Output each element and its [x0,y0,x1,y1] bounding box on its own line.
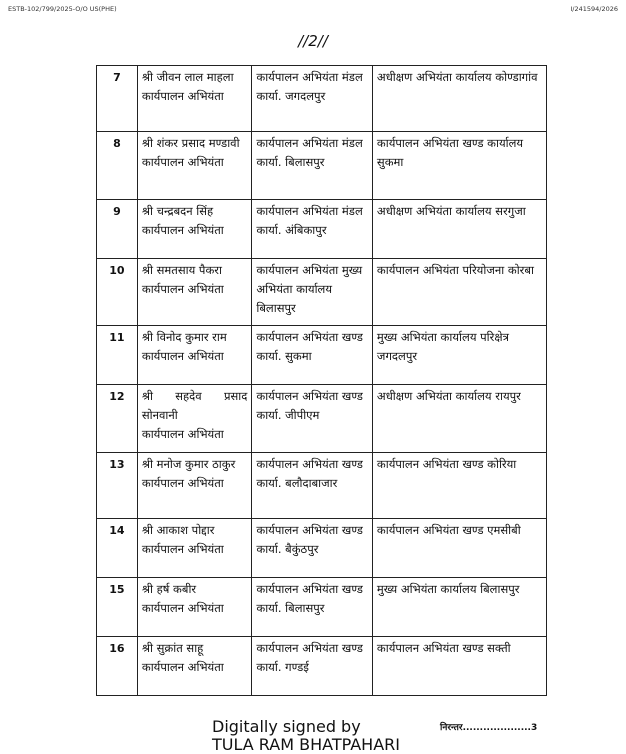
officer-designation: कार्यपालन अभियंता [141,660,224,674]
table-row [97,200,547,259]
officer-cell [137,259,252,326]
officer-designation: कार्यपालन अभियंता [141,349,224,363]
officer-designation: कार्यपालन अभियंता [141,282,224,296]
new-posting: अधीक्षण अभियंता कार्यालय कोण्डागांव [372,66,546,132]
new-posting: कार्यपालन अभियंता परियोजना कोरबा [372,259,546,326]
serial-number: 11 [97,326,138,385]
new-posting: अधीक्षण अभियंता कार्यालय सरगुजा [372,200,546,259]
officer-name: श्री विनोद कुमार राम [141,330,227,344]
table-row [97,385,547,453]
officer-cell [137,326,252,385]
officer-designation: कार्यपालन अभियंता [141,542,224,556]
officer-designation: कार्यपालन अभियंता [141,155,224,169]
serial-number: 9 [97,200,138,259]
table-row [97,637,547,696]
current-posting: कार्यपालन अभियंता मंडल कार्या. बिलासपुर [252,132,373,200]
officer-cell [137,200,252,259]
current-posting: कार्यपालन अभियंता मंडल कार्या. जगदलपुर [252,66,373,132]
officer-cell [137,637,252,696]
serial-number: 10 [97,259,138,326]
new-posting: कार्यपालन अभियंता खण्ड एमसीबी [372,519,546,578]
officer-cell [137,132,252,200]
serial-number: 15 [97,578,138,637]
table-row [97,326,547,385]
continued-note: निरन्तर....................3 [440,723,538,733]
new-posting: कार्यपालन अभियंता खण्ड कोरिया [372,453,546,519]
table-row [97,66,547,132]
new-posting: मुख्य अभियंता कार्यालय बिलासपुर [372,578,546,637]
officer-name: श्री चन्द्रबदन सिंह [141,204,214,218]
officer-name: श्री सुक्रांत साहू [141,641,204,655]
officer-cell [137,66,252,132]
table-row [97,519,547,578]
officer-name: श्री आकाश पोद्दार [141,523,215,537]
digital-signature [212,718,400,754]
letter-number: I/241594/2026 [570,5,618,13]
current-posting: कार्यपालन अभियंता मंडल कार्या. अंबिकापुर [252,200,373,259]
officer-name: श्री समतसाय पैकरा [141,263,222,277]
new-posting: मुख्य अभियंता कार्यालय परिक्षेत्र जगदलपुर [372,326,546,385]
officer-designation: कार्यपालन अभियंता [141,601,224,615]
serial-number: 16 [97,637,138,696]
signer-name: TULA RAM BHATPAHARI [212,735,400,754]
current-posting: कार्यपालन अभियंता खण्ड कार्या. जीपीएम [252,385,373,453]
officer-designation: कार्यपालन अभियंता [141,223,224,237]
officer-designation: कार्यपालन अभियंता [141,89,224,103]
transfer-table [96,65,547,696]
officer-cell [137,385,252,453]
officer-designation: कार्यपालन अभियंता [141,476,224,490]
current-posting: कार्यपालन अभियंता मुख्य अभियंता कार्यालय बिलासपुर [252,259,373,326]
serial-number: 8 [97,132,138,200]
current-posting: कार्यपालन अभियंता खण्ड कार्या. बिलासपुर [252,578,373,637]
new-posting: अधीक्षण अभियंता कार्यालय रायपुर [372,385,546,453]
serial-number: 7 [97,66,138,132]
new-posting: कार्यपालन अभियंता खण्ड कार्यालय सुकमा [372,132,546,200]
officer-cell [137,453,252,519]
table-row [97,132,547,200]
current-posting: कार्यपालन अभियंता खण्ड कार्या. गण्डई [252,637,373,696]
serial-number: 14 [97,519,138,578]
officer-name: श्री सहदेव प्रसाद सोनवानी [141,389,248,422]
table-row [97,578,547,637]
officer-designation: कार्यपालन अभियंता [141,427,224,441]
officer-name: श्री मनोज कुमार ठाकुर [141,457,236,471]
officer-cell [137,578,252,637]
new-posting: कार्यपालन अभियंता खण्ड सक्ती [372,637,546,696]
file-reference: ESTB-102/799/2025-O/O US(PHE) [8,5,117,13]
current-posting: कार्यपालन अभियंता खण्ड कार्या. सुकमा [252,326,373,385]
officer-name: श्री शंकर प्रसाद मण्डावी [141,136,240,150]
page-marker: //2// [298,32,328,50]
officer-name: श्री हर्ष कबीर [141,582,197,596]
table-row [97,453,547,519]
current-posting: कार्यपालन अभियंता खण्ड कार्या. बलौदाबाजार [252,453,373,519]
table-row [97,259,547,326]
officer-name: श्री जीवन लाल माहला [141,70,234,84]
signature-label: Digitally signed by [212,717,361,736]
current-posting: कार्यपालन अभियंता खण्ड कार्या. बैकुंठपुर [252,519,373,578]
officer-cell [137,519,252,578]
serial-number: 13 [97,453,138,519]
serial-number: 12 [97,385,138,453]
